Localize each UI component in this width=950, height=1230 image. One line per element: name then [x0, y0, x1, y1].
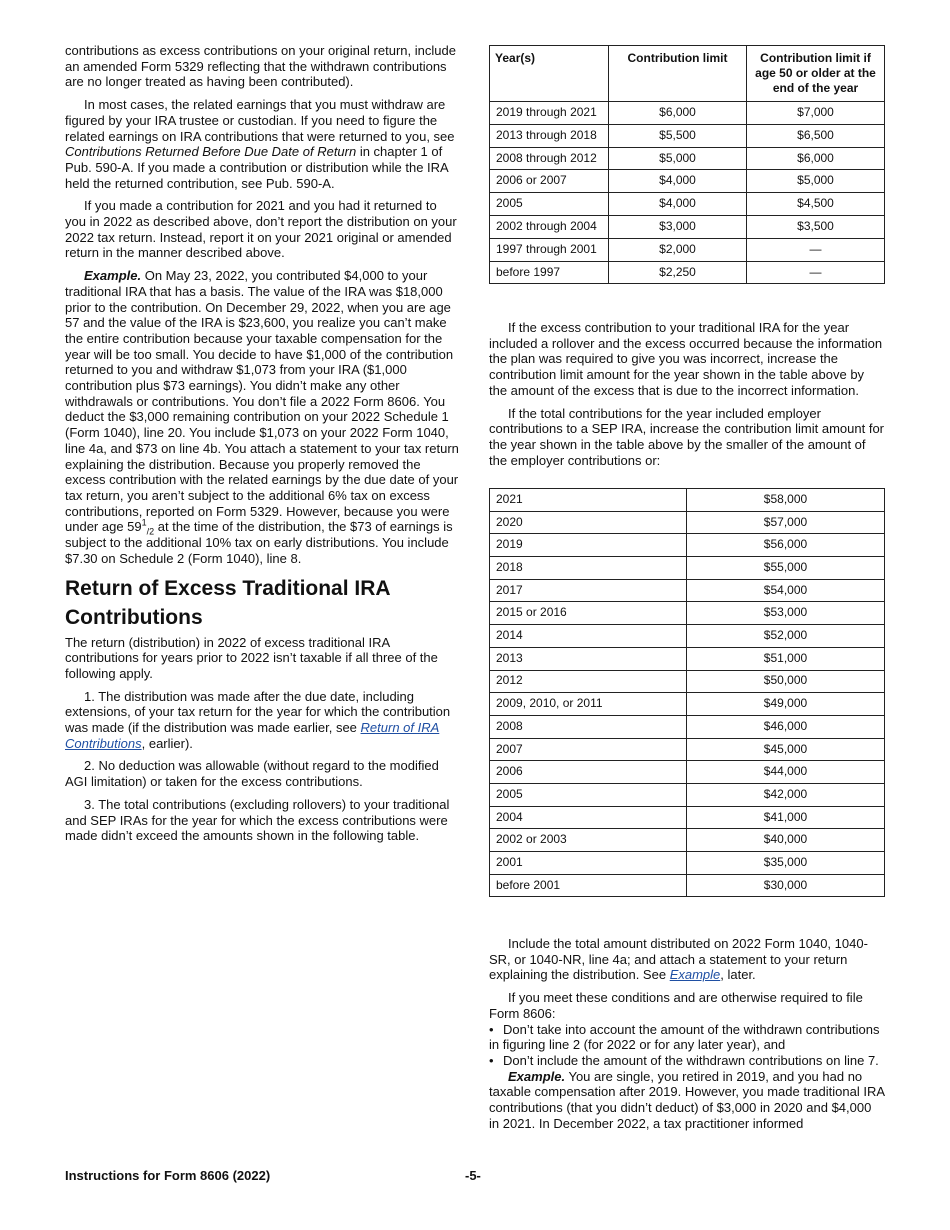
- table-body: [490, 489, 885, 897]
- bullet-item-2: [489, 1053, 885, 1069]
- table-row: [490, 102, 885, 125]
- table-cell: 2006 or 2007: [490, 170, 609, 193]
- bullet-item-1: [489, 1022, 885, 1053]
- table-cell: 2001: [490, 852, 687, 875]
- list-item-1: [65, 689, 461, 752]
- table-cell: $52,000: [687, 625, 885, 648]
- table-row: [490, 852, 885, 875]
- footer-title: Instructions for Form 8606 (2022): [65, 1168, 271, 1183]
- table-row: [490, 534, 885, 557]
- table-cell: $42,000: [687, 783, 885, 806]
- table-cell: $51,000: [687, 647, 885, 670]
- table-cell: —: [747, 261, 885, 284]
- table-cell: $45,000: [687, 738, 885, 761]
- table-cell: 2019 through 2021: [490, 102, 609, 125]
- table-cell: $6,500: [747, 124, 885, 147]
- table-row: [490, 670, 885, 693]
- text: Include the total amount distributed on 2022 Form 1040, 1040-SR, or 1040-NR, line 4a; and attach a statement to your return explaining the distribution. See: [489, 936, 868, 983]
- table-cell: $53,000: [687, 602, 885, 625]
- bullet-icon: •: [489, 1021, 494, 1037]
- text: at the time of the distribution, the $73 of earnings is subject to the additional 10% tax on early distributions. You include $7.30 on Schedule 2 (Form 1040), line 8.: [65, 519, 453, 566]
- table-row: [490, 261, 885, 284]
- table-cell: $2,000: [609, 238, 747, 261]
- paragraph-conditions: If you meet these conditions and are otherwise required to file Form 8606:: [489, 990, 863, 1021]
- table-cell: 2009, 2010, or 2011: [490, 693, 687, 716]
- table-cell: 2014: [490, 625, 687, 648]
- table-cell: $4,000: [609, 170, 747, 193]
- table-row: [490, 124, 885, 147]
- table-cell: $4,000: [609, 193, 747, 216]
- paragraph-rollover: If the excess contribution to your traditional IRA for the year included a rollover and the excess occurred because the information the plan was required to give you was incorrect, increase the contribution limit amount for the year shown in the table above by the amount of the excess that is due to the incorrect information.: [489, 320, 883, 398]
- section-heading: Return of Excess Traditional IRA Contributions: [65, 576, 390, 629]
- right-middle-text: [489, 320, 885, 475]
- column-header: Year(s): [490, 46, 609, 102]
- table-row: [490, 602, 885, 625]
- table-row: [490, 170, 885, 193]
- table-cell: 2020: [490, 511, 687, 534]
- text: 1. The distribution was made after the due date, including extensions, of your tax return for the year for which the contribution was made (if the distribution was made earlier, see: [65, 688, 451, 736]
- table-cell: $3,500: [747, 215, 885, 238]
- text: In most cases, the related earnings that you must withdraw are figured by your IRA trustee or custodian. If you need to figure the related earnings on IRA contributions that were returned to you, see: [65, 97, 455, 144]
- table-cell: 2019: [490, 534, 687, 557]
- table-cell: 2007: [490, 738, 687, 761]
- table-cell: $6,000: [747, 147, 885, 170]
- table-row: [490, 215, 885, 238]
- page-footer: [65, 1168, 885, 1184]
- table-row: [490, 238, 885, 261]
- column-header: Contribution limit: [609, 46, 747, 102]
- table-row: [490, 625, 885, 648]
- table-cell: $2,250: [609, 261, 747, 284]
- table-cell: $41,000: [687, 806, 885, 829]
- table-row: [490, 715, 885, 738]
- right-bottom-text: [489, 936, 885, 1138]
- bullet-text: Don’t include the amount of the withdrawn contributions on line 7.: [503, 1052, 879, 1068]
- paragraph-related-earnings: [65, 97, 461, 191]
- italic-reference: Contributions Returned Before Due Date of Return: [65, 144, 357, 160]
- table-cell: $56,000: [687, 534, 885, 557]
- table-body: [490, 102, 885, 284]
- table-cell: 2012: [490, 670, 687, 693]
- column-header: Contribution limit if age 50 or older at the end of the year: [747, 46, 885, 102]
- table-cell: $7,000: [747, 102, 885, 125]
- table-cell: before 2001: [490, 874, 687, 897]
- table-cell: $6,000: [609, 102, 747, 125]
- paragraph-sep-ira: If the total contributions for the year included employer contributions to a SEP IRA, increase the contribution limit amount for the year shown in the table above by the smaller of the amount of the employer contributions or:: [489, 405, 885, 468]
- table-row: [490, 738, 885, 761]
- table-cell: 2002 or 2003: [490, 829, 687, 852]
- table-cell: 1997 through 2001: [490, 238, 609, 261]
- page-number: -5-: [465, 1168, 481, 1183]
- table-cell: $35,000: [687, 852, 885, 875]
- table-cell: 2018: [490, 557, 687, 580]
- text: , earlier).: [141, 735, 193, 751]
- return-of-ira-contributions-link[interactable]: Return of IRA Contributions: [65, 720, 440, 751]
- table-row: [490, 511, 885, 534]
- table-cell: 2004: [490, 806, 687, 829]
- table-cell: 2005: [490, 783, 687, 806]
- table-cell: $54,000: [687, 579, 885, 602]
- table-cell: $58,000: [687, 489, 885, 512]
- bullet-icon: •: [489, 1052, 494, 1068]
- paragraph-intro: The return (distribution) in 2022 of excess traditional IRA contributions for years prior to 2022 isn’t taxable if all three of the following apply.: [65, 634, 438, 681]
- table-row: [490, 806, 885, 829]
- text: On May 23, 2022, you contributed $4,000 to your traditional IRA that has a basis. The value of the IRA was $18,000 prior to the contribution. On December 29, 2022, when you are age 57 and the value of the IRA is $23,600, you realize you can’t make the entire contribution because your taxable compensation for the year will be too small. You decide to have $1,000 of the contribution returned to you and withdraw $1,073 from your IRA ($1,000 contribution plus $73 earnings). You didn’t make any other withdrawals or contributions. You don’t file a 2022 Form 8606. You deduct the $3,000 remaining contribution on your 2022 Schedule 1 (Form 1040), line 20. You include $1,073 on your 2022 Form 1040, line 4a, and $73 on line 4b. You attach a statement to your tax return explaining the distribution. Because you properly removed the excess contribution with the related earnings by the due date of your tax return, you aren’t subject to the additional 6% tax on excess contributions, reported on Form 5329. However, because you were under age 59: [65, 268, 459, 535]
- paragraph-include-total: [489, 936, 885, 983]
- text: in chapter 1 of Pub. 590-A. If you made a contribution or distribution while the IRA held the returned contribution, see Pub. 590-A.: [65, 144, 448, 191]
- table-row: [490, 647, 885, 670]
- example-link[interactable]: Example: [669, 967, 721, 983]
- table-cell: 2006: [490, 761, 687, 784]
- table-cell: $30,000: [687, 874, 885, 897]
- table-cell: $44,000: [687, 761, 885, 784]
- table-cell: $49,000: [687, 693, 885, 716]
- example-label: Example.: [508, 1068, 566, 1084]
- table-cell: $50,000: [687, 670, 885, 693]
- table-row: [490, 874, 885, 897]
- left-column: [65, 43, 461, 851]
- table-cell: $5,500: [609, 124, 747, 147]
- table-cell: 2013: [490, 647, 687, 670]
- paragraph-withdrawn-contributions: contributions as excess contributions on your original return, include an amended Form 5329 reflecting that the withdrawn contributions are no longer treated as having been contributed).: [65, 43, 456, 90]
- bullet-text: Don’t take into account the amount of the withdrawn contributions in figuring line 2 (for 2022 or for any later year), and: [489, 1021, 880, 1053]
- fraction-denominator: /2: [146, 526, 155, 537]
- table-cell: —: [747, 238, 885, 261]
- table-row: [490, 693, 885, 716]
- table-cell: $5,000: [609, 147, 747, 170]
- table-cell: 2013 through 2018: [490, 124, 609, 147]
- example-paragraph-2: [489, 1069, 885, 1132]
- table-cell: $46,000: [687, 715, 885, 738]
- table-cell: $57,000: [687, 511, 885, 534]
- table-cell: before 1997: [490, 261, 609, 284]
- contribution-limit-table: [489, 45, 885, 284]
- table-cell: 2002 through 2004: [490, 215, 609, 238]
- fraction-numerator: 1: [141, 518, 147, 529]
- text: You are single, you retired in 2019, and you had no taxable compensation after 2019. However, you made traditional IRA contributions (that you didn’t deduct) of $3,000 in 2020 and $4,000 in 2021. In December 2022, a tax practitioner informed: [489, 1068, 885, 1131]
- table-cell: $5,000: [747, 170, 885, 193]
- text: , later.: [720, 967, 756, 983]
- table-header-row: [490, 46, 885, 102]
- table-row: [490, 783, 885, 806]
- table-row: [490, 579, 885, 602]
- list-item-3: 3. The total contributions (excluding rollovers) to your traditional and SEP IRAs for the year for which the excess contributions were made didn’t exceed the amounts shown in the following table.: [65, 796, 450, 844]
- table-cell: $3,000: [609, 215, 747, 238]
- sep-ira-limit-table: [489, 488, 885, 897]
- example-label: Example.: [84, 268, 142, 284]
- table-row: [490, 761, 885, 784]
- table-cell: $4,500: [747, 193, 885, 216]
- table-row: [490, 193, 885, 216]
- table-cell: $40,000: [687, 829, 885, 852]
- example-paragraph: [65, 268, 461, 566]
- table-cell: 2015 or 2016: [490, 602, 687, 625]
- table-row: [490, 557, 885, 580]
- paragraph-2021-contribution: If you made a contribution for 2021 and you had it returned to you in 2022 as described above, don’t report the distribution on your 2022 tax return. Instead, report it on your 2021 original or amended return in the manner described above.: [65, 198, 457, 261]
- table-cell: $55,000: [687, 557, 885, 580]
- list-item-2: 2. No deduction was allowable (without regard to the modified AGI limitation) or taken for the excess contributions.: [65, 758, 439, 790]
- table-row: [490, 829, 885, 852]
- table-row: [490, 147, 885, 170]
- table-cell: 2008 through 2012: [490, 147, 609, 170]
- table-cell: 2017: [490, 579, 687, 602]
- table-cell: 2021: [490, 489, 687, 512]
- table-cell: 2008: [490, 715, 687, 738]
- table-row: [490, 489, 885, 512]
- table-cell: 2005: [490, 193, 609, 216]
